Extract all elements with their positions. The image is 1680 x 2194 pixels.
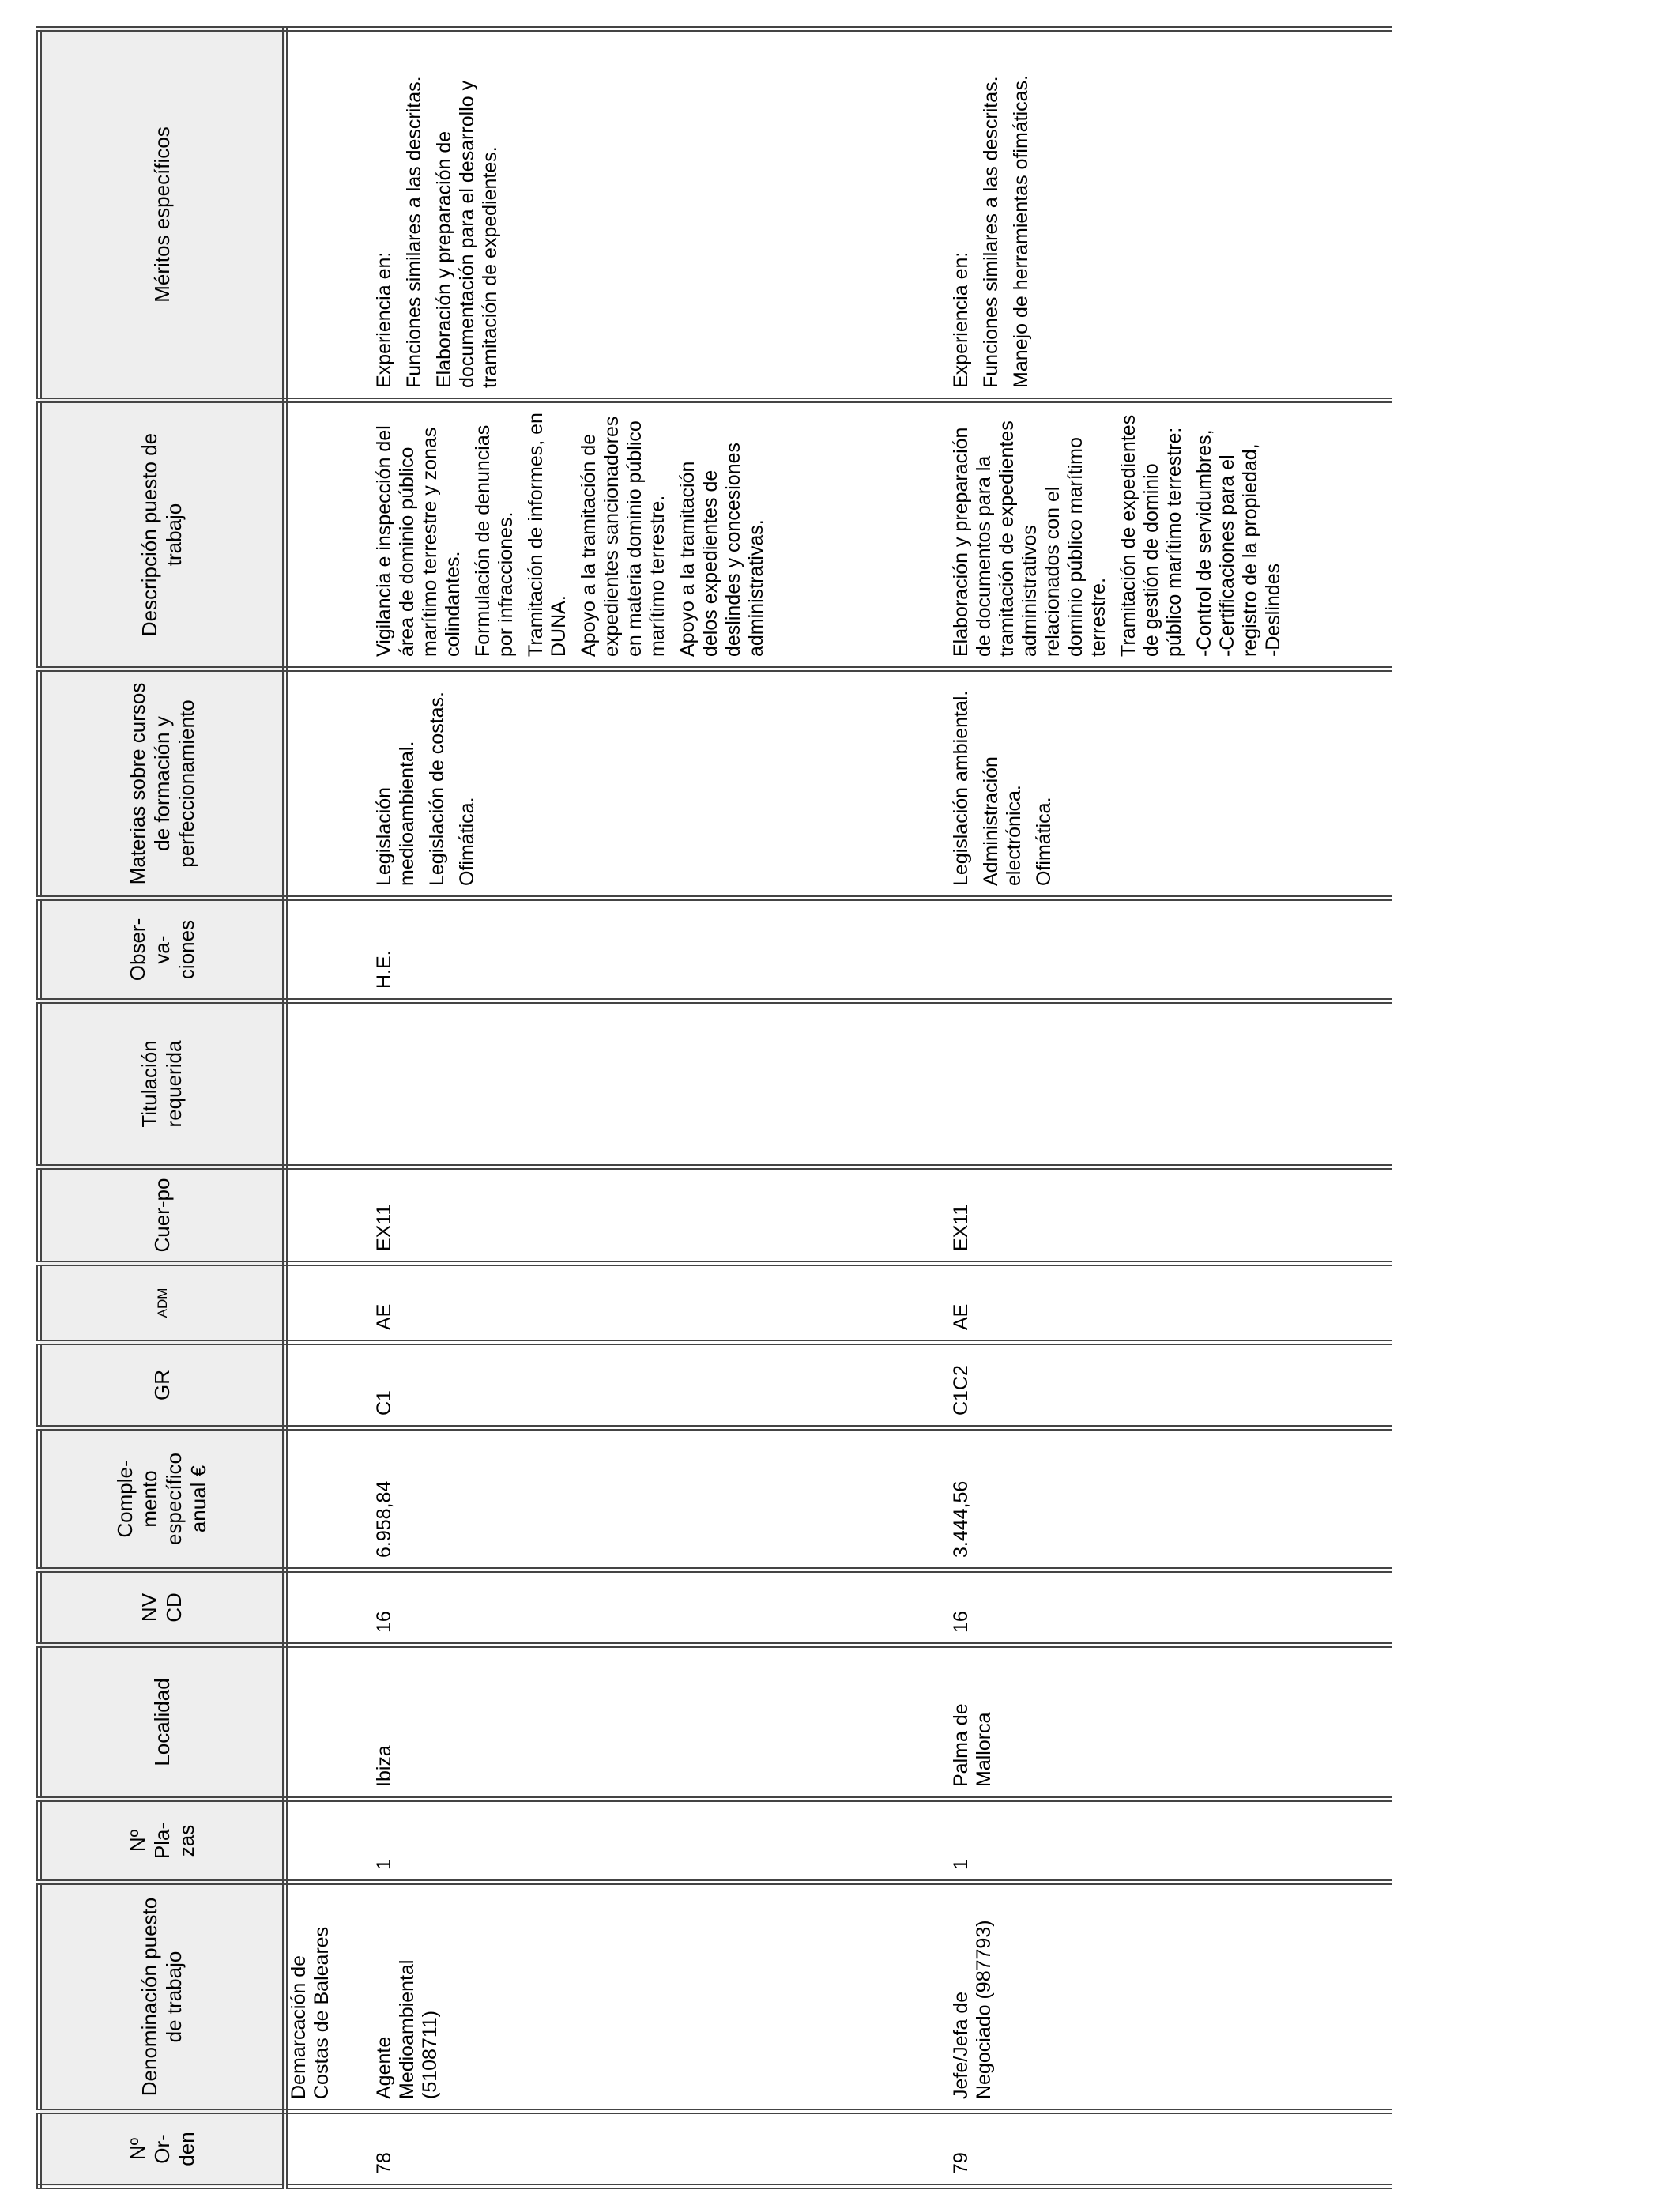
merito-item: Experiencia en:: [373, 251, 395, 388]
header-complemento: Comple-mento específico anual €: [40, 1428, 285, 1570]
cell-complemento: 6.958,84: [373, 1428, 950, 1570]
descripcion-item: Formulación de denuncias por infracciones.: [472, 424, 517, 657]
cell-adm: AE: [950, 1264, 1392, 1343]
materia-item: Ofimática.: [456, 797, 478, 886]
cell-titulacion: [950, 1001, 1392, 1167]
descripcion-item: Tramitación de expedientes de gestión de dominio público marítimo terrestre:: [1117, 414, 1185, 657]
header-adm: ADM: [40, 1264, 285, 1343]
table-row: [373, 29, 950, 2187]
section-row: [285, 29, 374, 2187]
cell-adm: AE: [373, 1264, 950, 1343]
cell-nivel: 16: [373, 1570, 950, 1646]
header-materias: Materias sobre cursos de formación y perfeccionamiento: [40, 669, 285, 899]
header-titulacion: Titulación requerida: [40, 1001, 285, 1167]
cell-localidad: Palma de Mallorca: [950, 1646, 1392, 1800]
cell-orden: 78: [373, 2112, 950, 2187]
cell-cuerpo: EX11: [950, 1167, 1392, 1264]
cell-grupo: C1: [373, 1343, 950, 1428]
header-cuerpo: Cuer-po: [40, 1167, 285, 1264]
merito-item: Experiencia en:: [950, 251, 972, 388]
section-title: Demarcación de Costas de Baleares: [285, 1883, 374, 2112]
cell-denominacion: Agente Medioambiental (5108711): [373, 1883, 950, 2112]
header-descripcion: Descripción puesto de trabajo: [40, 401, 285, 669]
rotated-page: [24, 11, 1414, 2189]
header-grupo: GR: [40, 1343, 285, 1428]
cell-materias: [950, 669, 1392, 899]
materia-item: Legislación medioambiental.: [373, 741, 418, 886]
materia-item: Legislación ambiental.: [950, 690, 972, 886]
materia-item: Legislación de costas.: [426, 692, 448, 886]
descripcion-item: -Deslindes: [1262, 563, 1284, 657]
descripcion-item: Tramitación de informes, en DUNA.: [525, 413, 570, 657]
cell-cuerpo: EX11: [373, 1167, 950, 1264]
table-row: [950, 29, 1392, 2187]
descripcion-item: Apoyo a la tramitación de expedientes sancionadores en materia dominio público marítimo terrestre.: [578, 416, 669, 657]
cell-descripcion: [373, 401, 950, 669]
merito-item: Elaboración y preparación de documentación para el desarrollo y tramitación de expedientes.: [433, 80, 501, 388]
materia-item: Administración electrónica.: [980, 756, 1025, 886]
descripcion-item: Elaboración y preparación de documentos para la tramitación de expedientes administrativos relacionados con el dominio público marítimo terrestre.: [950, 420, 1109, 657]
cell-descripcion: [950, 401, 1392, 669]
cell-observaciones: H.E.: [373, 899, 950, 1001]
header-row: [40, 29, 285, 2187]
header-orden: Nº Or-den: [40, 2112, 285, 2187]
header-nivel: NV CD: [40, 1570, 285, 1646]
cell-plazas: 1: [950, 1800, 1392, 1883]
cell-plazas: 1: [373, 1800, 950, 1883]
cell-meritos: [950, 29, 1392, 401]
descripcion-item: -Certificaciones para el registro de la propiedad,: [1216, 443, 1261, 657]
header-localidad: Localidad: [40, 1646, 285, 1800]
descripcion-item: -Control de servidumbres,: [1193, 429, 1215, 657]
header-plazas: Nº Pla-zas: [40, 1800, 285, 1883]
merito-item: Funciones similares a las descritas.: [980, 76, 1002, 388]
cell-complemento: 3.444,56: [950, 1428, 1392, 1570]
materia-item: Ofimática.: [1033, 797, 1055, 886]
cell-localidad: Ibiza: [373, 1646, 950, 1800]
cell-titulacion: [373, 1001, 950, 1167]
descripcion-item: Vigilancia e inspección del área de dominio público marítimo terrestre y zonas colindantes.: [373, 425, 464, 657]
cell-nivel: 16: [950, 1570, 1392, 1646]
merito-item: Funciones similares a las descritas.: [403, 76, 425, 388]
header-meritos: Méritos específicos: [40, 29, 285, 401]
merito-item: Manejo de herramientas ofimáticas.: [1010, 74, 1032, 388]
cell-orden: 79: [950, 2112, 1392, 2187]
cell-grupo: C1C2: [950, 1343, 1392, 1428]
cell-meritos: [373, 29, 950, 401]
header-denominacion: Denominación puesto de trabajo: [40, 1883, 285, 2112]
cell-observaciones: [950, 899, 1392, 1001]
cell-materias: [373, 669, 950, 899]
cell-denominacion: Jefe/Jefa de Negociado (987793): [950, 1883, 1392, 2112]
header-observaciones: Obser-va-ciones: [40, 899, 285, 1001]
section-cell-orden: [285, 2112, 374, 2187]
descripcion-item: Apoyo a la tramitación delos expedientes de deslindes y concesiones administrativas.: [676, 443, 767, 657]
job-positions-table: [36, 26, 1392, 2189]
